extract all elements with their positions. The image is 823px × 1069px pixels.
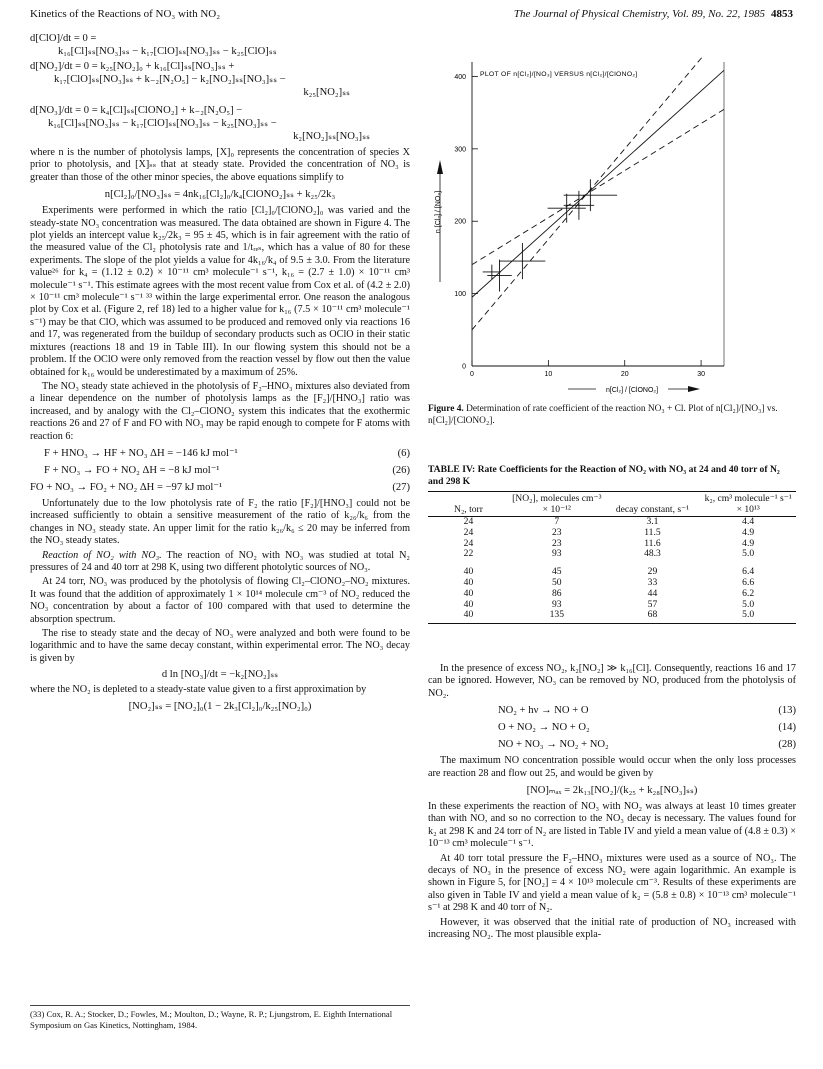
equation-line: k₁₆[Cl]ₛₛ[NO₃]ₛₛ − k₁₇[ClO]ₛₛ[NO₃]ₛₛ − k₂₅[NO₃]ₛₛ −	[48, 118, 277, 129]
bound-line	[472, 109, 724, 264]
fit-line	[472, 70, 724, 297]
table-group-24-torr	[428, 517, 796, 561]
paragraph: At 40 torr total pressure the F₂–HNO₃ mixtures were used as a source of NO₃. The decays of NO₃ in the presence of excess NO₂ were again logarithmic. An example is shown in Figure 5, for [NO₂] = 4 × 10¹³ molecule cm⁻³. Results of these experiments are also given in Table IV and yield a mean value of k₂ = (5.8 ± 0.8) × 10⁻¹³ cm³ molecule⁻¹ s⁻¹ at 298 K and 40 torr of N₂.	[428, 852, 796, 914]
chart-lines	[472, 55, 724, 330]
footnote: (33) Cox, R. A.; Stocker, D.; Fowles, M.; Moulton, D.; Wayne, R. P.; Ljungstrom, E. Eighth International Symposium on Gas Kinetics, Nottingham, 1984.	[30, 1005, 410, 1030]
paragraph: In the presence of excess NO₂, k₂[NO₂] ≫ k₁₆[Cl]. Consequently, reactions 16 and 17 can be ignored. However, NO₃ can be removed by NO, produced from the photolysis of NO₂.	[428, 663, 796, 699]
table-cell: 6.4	[742, 566, 755, 578]
table-cell: 93	[551, 598, 562, 610]
table-cell: 7	[554, 516, 560, 527]
table-cell: 40	[463, 576, 474, 588]
figure-caption-text: Determination of rate coefficient of the reaction NO₃ + Cl. Plot of n[Cl₂]/[NO₃] vs. n[Cl₂]/[ClONO₂].	[428, 404, 778, 426]
table-cell: 48.3	[644, 548, 661, 560]
paragraph-text: The reaction of NO₂ with NO₃ was studied at total N₂ pressures of 24 and 40 torr at 298 K, using two different photolytic sources of NO₃.	[30, 549, 410, 573]
page-number: 4853	[771, 8, 793, 20]
reaction-13	[498, 704, 796, 717]
table-cell: 40	[463, 566, 474, 578]
reaction-number: (26)	[392, 464, 410, 476]
table-cell: 22	[463, 548, 474, 560]
table-cell: 4.9	[742, 526, 755, 538]
equation-no-max: [NO]ₘₐₓ = 2k₁₃[NO₂]/(k₂₅ + k₂₈[NO₃]ₛₛ)	[526, 785, 698, 797]
table-row	[428, 578, 796, 589]
reaction-text: F + HNO₃ → HF + NO₃ ΔH = −146 kJ mol⁻¹	[44, 447, 238, 459]
reaction-text: NO₂ + hν → NO + O	[498, 705, 589, 717]
table-row	[428, 610, 796, 623]
paragraph: Experiments were performed in which the ratio [Cl₂]₀/[ClONO₂]₀ was varied and the steady-state NO₃ concentration was measured. The data obtained are shown in Figure 4. The plot yields an intercept value k₂₅/2k₃ = 95 ± 45, which is in fair agreement with the ratio of the measured value of the Cl₂ photolysis rate and 1/tᵣₑₛ, which has a value of 80 for these experiments. The slope of the plot yields a value for 4k₁₆/k₄ of 9.5 ± 3.0. From the literature value²⁶ for k₄ = (1.12 ± 0.2) × 10⁻¹¹ cm³ molecule⁻¹ s⁻¹, k₁₆ = (2.7 ± 1.0) × 10⁻¹¹ cm³ molecule⁻¹ s⁻¹. This estimate agrees with the most recent value from Cox et al. of (4.2 ± 2.0) × 10⁻¹¹ cm³ molecule⁻¹ s⁻¹ ³³ within the large experimental error. One reason the analogous plot by Cox et al. (Figure 2, ref 18) led to a higher value for k₁₆ (7.5 × 10⁻¹¹ cm³ molecule⁻¹ s⁻¹) may be that ClO, which was assumed to be produced and removed only via reactions 16 and 17, was regenerated from the buildup of secondary products such as OClO in their static mixtures (reactions 18 and 19 in Table III). In our flowing system this should not be a problem. If the OClO were only removed from the reaction vessel by flow out then the value obtained for k₁₆ would be underestimated by a maximum of 25%.	[30, 205, 410, 378]
table-row	[428, 549, 796, 560]
reaction-number: (27)	[392, 481, 410, 493]
y-tick-label: 0	[462, 363, 466, 371]
paragraph: At 24 torr, NO₃ was produced by the photolysis of flowing Cl₂–ClONO₂–NO₂ mixtures. It was found that the addition of approximately 1 × 10¹⁴ molecule cm⁻³ of NO₂ reduced the NO₃ concentration by about a factor of 100 compared with that used to determine the absorption spectrum.	[30, 576, 410, 625]
table-cell: 68	[605, 610, 701, 623]
reaction-text: F + NO₃ → FO + NO₂ ΔH = −8 kJ mol⁻¹	[44, 464, 220, 476]
paragraph: The NO₃ steady state achieved in the photolysis of F₂–HNO₃ mixtures also deviated from a linear dependence on the number of photolysis lamps as the [F₂]/[HNO₃] ratio was increased, and by analogy with the Cl₂–ClONO₂ system this indicates that the exothermic reactions 26 and 27 of F and FO with NO₃ may be rapid enough to compete for F atoms with reaction 6:	[30, 380, 410, 442]
equation-line: k₁₆[Cl]ₛₛ[NO₃]ₛₛ − k₁₇[ClO]ₛₛ[NO₃]ₛₛ − k₂₅[ClO]ₛₛ	[58, 46, 277, 57]
table-cell: 86	[551, 587, 562, 599]
table-cell: 3.1	[646, 516, 659, 527]
table-cell: 5.0	[742, 548, 755, 560]
data-point	[483, 265, 501, 279]
running-title: Kinetics of the Reactions of NO₃ with NO₂	[30, 8, 221, 20]
table-cell: 6.6	[742, 576, 755, 588]
data-point	[564, 179, 617, 211]
y-axis-label: n [Cl₂] / [NO₃]	[435, 190, 442, 234]
section-heading: Reaction of NO₂ with NO₃.	[42, 549, 162, 561]
figure-caption-label: Figure 4.	[428, 404, 464, 414]
table-cell: 40	[428, 610, 509, 623]
data-point	[499, 243, 545, 279]
y-tick-label: 200	[454, 218, 466, 226]
equation-clo	[30, 32, 410, 58]
reaction-14	[498, 721, 796, 734]
y-tick-label: 400	[454, 73, 466, 81]
table-cell: 4.9	[742, 537, 755, 549]
table-row	[428, 567, 796, 578]
reaction-26	[44, 464, 410, 477]
table-cell: 44	[647, 587, 658, 599]
paragraph: The maximum NO concentration possible would occur when the only loss processes are reaction 28 and flow out 25, and would be given by	[428, 755, 796, 779]
column-header: [NO₂], molecules cm⁻³ × 10⁻¹²	[509, 492, 605, 517]
figure-caption	[428, 404, 796, 427]
table-cell: 40	[463, 598, 474, 610]
paragraph: In these experiments the reaction of NO₃ with NO₂ was always at least 10 times greater than with NO, and so no correction to the NO₃ decay is necessary. The values found for k₂ at 298 K and 24 torr of N₂ are listed in Table IV and yield a mean value of (4.8 ± 0.3) × 10⁻¹³ cm³ molecule⁻¹ s⁻¹.	[428, 801, 796, 850]
equation-line: d[NO₃]/dt = 0 = k₄[Cl]ₛₛ[ClONO₂] + k₋₂[N₂O₅] −	[30, 105, 243, 116]
table-row	[428, 528, 796, 539]
table-cell: 33	[647, 576, 658, 588]
equation-line: d[NO₂]/dt = 0 = k₂₅[NO₂]₀ + k₁₆[Cl]ₛₛ[NO₃]ₛₛ +	[30, 61, 235, 72]
table-cell: 11.5	[644, 526, 661, 538]
chart-points	[483, 179, 617, 291]
table-cell: 135	[509, 610, 605, 623]
equation-no2	[30, 60, 410, 99]
x-tick-label: 30	[697, 371, 705, 378]
running-header	[30, 8, 793, 24]
reaction-28	[498, 738, 796, 751]
reaction-6	[44, 447, 410, 460]
table-cell: 40	[463, 587, 474, 599]
reaction-number: (13)	[778, 705, 796, 717]
data-point	[548, 194, 586, 223]
table-cell: 45	[551, 566, 562, 578]
table-cell: 24	[463, 537, 474, 549]
x-tick-label: 0	[470, 371, 474, 378]
table-row	[428, 539, 796, 550]
reaction-number: (28)	[778, 739, 796, 751]
paragraph: However, it was observed that the initial rate of production of NO₃ increased with increasing NO₂. The most plausible expla-	[428, 916, 796, 941]
table-cell: 23	[551, 526, 562, 538]
journal-name: The Journal of Physical Chemistry, Vol. 89, No. 22, 1985	[513, 8, 765, 20]
table-cell: 11.6	[644, 537, 661, 549]
chart-axes	[437, 62, 724, 392]
table-cell: 29	[647, 566, 658, 578]
paragraph: The rise to steady state and the decay of NO₃ were analyzed and both were found to be logarithmic and to have the same decay constant, within experimental error. The NO₃ decay is given by	[30, 628, 410, 664]
left-column	[30, 32, 410, 716]
equation-steady-state: [NO₂]ₛₛ = [NO₂]₀(1 − 2k₃[Cl₂]₀/k₂₅[NO₂]₀)	[128, 700, 312, 712]
equation-line: k₁₇[ClO]ₛₛ[NO₃]ₛₛ + k₋₂[N₂O₅] − k₂[NO₂]ₛₛ[NO₃]ₛₛ −	[54, 74, 286, 85]
column-header: decay constant, s⁻¹	[605, 492, 701, 517]
reaction-number: (14)	[778, 722, 796, 734]
y-tick-label: 100	[454, 291, 466, 299]
table-cell: 5.0	[700, 610, 796, 623]
table-row	[428, 600, 796, 611]
paragraph: Unfortunately due to the low photolysis rate of F₂ the ratio [F₂]/[HNO₃] could not be increased sufficiently to obtain a sensitive measurement of the ratio of k₂₆/k₆ from the changes in NO₃ steady state. An upper limit for the ratio k₂₆/k₆ ≤ 20 may be inferred from the NO₃ steady states.	[30, 497, 410, 547]
paragraph-section	[30, 550, 410, 575]
equation-line: k₂₅[NO₂]ₛₛ	[303, 87, 350, 98]
column-header: k₂, cm³ molecule⁻¹ s⁻¹ × 10¹³	[700, 492, 796, 517]
table-cell: 4.4	[742, 516, 755, 527]
y-arrow-head	[437, 160, 443, 174]
plot-title: PLOT OF n[Cl₂]/[NO₃] VERSUS n[Cl₂]/[ClONO₂]	[480, 71, 638, 78]
paragraph: where the NO₂ is depleted to a steady-state value given to a first approximation by	[30, 684, 367, 696]
reaction-text: FO + NO₃ → FO₂ + NO₂ ΔH = −97 kJ mol⁻¹	[30, 481, 223, 493]
table-iv	[428, 464, 796, 624]
equation-no3	[30, 104, 410, 143]
reaction-text: O + NO₂ → NO + O₂	[498, 722, 590, 734]
right-column-text	[428, 663, 796, 944]
reaction-list	[428, 704, 796, 751]
x-axis-label: n[Cl₂] / [ClONO₂]	[605, 387, 659, 394]
table-cell: 24	[463, 516, 474, 527]
rate-table	[428, 491, 796, 624]
equation-line: k₂[NO₂]ₛₛ[NO₃]ₛₛ	[293, 131, 370, 142]
y-tick-label: 300	[454, 146, 466, 154]
table-cell: 5.0	[742, 598, 755, 610]
table-group-40-torr	[428, 560, 796, 623]
table-cell: 23	[551, 537, 562, 549]
reaction-list	[30, 447, 410, 494]
reaction-number: (6)	[397, 447, 410, 459]
table-spacer-row	[428, 560, 796, 567]
table-row	[428, 517, 796, 528]
column-header: N₂, torr	[428, 492, 509, 517]
table-cell: 6.2	[742, 587, 755, 599]
reaction-text: NO + NO₃ → NO₂ + NO₂	[498, 739, 609, 751]
table-header-row	[428, 492, 796, 517]
equation-line: d[ClO]/dt = 0 =	[30, 33, 97, 44]
table-cell: 50	[551, 576, 562, 588]
journal-citation	[514, 8, 793, 20]
table-title: TABLE IV: Rate Coefficients for the Reaction of NO₂ with NO₃ at 24 and 40 torr of N₂ and 298 K	[428, 464, 780, 487]
table-cell: 93	[551, 548, 562, 560]
equation-simplified: n[Cl₂]₀/[NO₃]ₛₛ = 4nk₁₆[Cl₂]₀/k₄[ClONO₂]ₛₛ + k₂₅/2k₃	[104, 189, 336, 201]
x-arrow-head	[688, 386, 700, 392]
figure-4	[428, 32, 796, 440]
table-cell: 24	[463, 526, 474, 538]
scatter-chart	[428, 32, 796, 404]
x-tick-label: 10	[544, 371, 553, 378]
paragraph: where n is the number of photolysis lamps, [X]₀ represents the concentration of species X prior to photolysis, and [X]ₛₛ that at steady state. Provided the concentration of NO₃ is greater than those of the other minor species, the above equations simplify to	[30, 147, 410, 183]
table-row	[428, 589, 796, 600]
equation-decay: d ln [NO₃]/dt = −k₂[NO₂]ₛₛ	[161, 669, 279, 681]
table-cell: 57	[647, 598, 658, 610]
x-tick-label: 20	[620, 371, 629, 378]
reaction-27	[30, 481, 410, 494]
